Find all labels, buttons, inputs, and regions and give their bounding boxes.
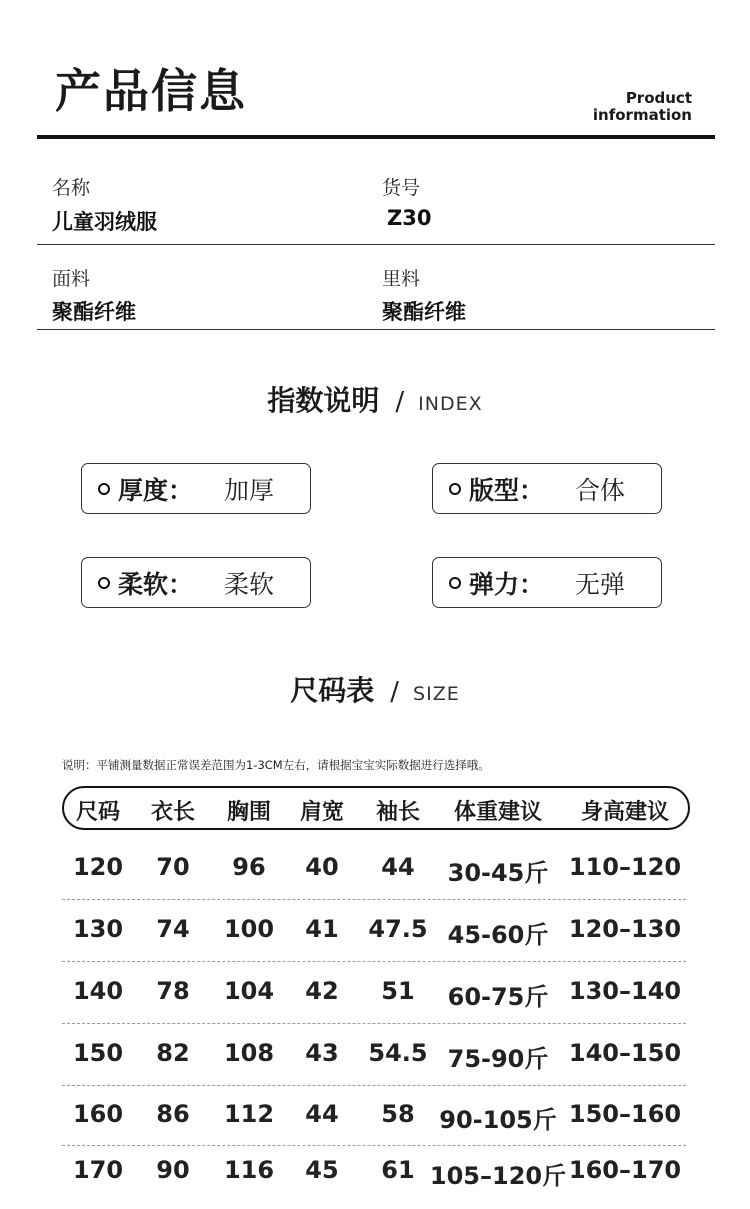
table-cell: 100 xyxy=(223,915,275,943)
table-cell: 108 xyxy=(223,1039,275,1067)
page-title: 产品信息 xyxy=(55,64,247,118)
header-height: 身高建议 xyxy=(580,800,670,825)
sku-value: Z30 xyxy=(387,206,432,230)
sku-label: 货号 xyxy=(382,177,421,199)
table-cell: 70 xyxy=(156,853,190,881)
lining-value: 聚酯纤维 xyxy=(382,300,466,324)
index-key: 厚度： xyxy=(118,475,194,505)
header-chest: 胸围 xyxy=(226,800,272,825)
index-value: 无弹 xyxy=(575,569,626,599)
row-divider xyxy=(62,1085,686,1086)
index-title: 指数说明 xyxy=(267,384,380,417)
table-cell: 104 xyxy=(223,977,275,1005)
info-divider xyxy=(37,244,715,245)
index-elasticity xyxy=(432,557,662,608)
title-en-line2: information xyxy=(592,106,692,124)
table-cell: 74 xyxy=(156,915,190,943)
table-cell: 120–130 xyxy=(568,915,682,943)
table-cell: 60-75斤 xyxy=(447,983,549,1011)
bullet-icon xyxy=(449,577,461,589)
index-key: 柔软： xyxy=(118,569,194,599)
table-cell: 150 xyxy=(72,1039,124,1067)
name-value: 儿童羽绒服 xyxy=(52,210,157,234)
bullet-icon xyxy=(449,483,461,495)
size-title-english: SIZE xyxy=(413,683,460,705)
index-softness xyxy=(81,557,311,608)
table-cell: 75-90斤 xyxy=(447,1045,549,1073)
name-label: 名称 xyxy=(52,177,91,199)
table-cell: 90-105斤 xyxy=(439,1106,557,1134)
table-cell: 47.5 xyxy=(368,915,428,943)
table-cell: 160–170 xyxy=(568,1156,682,1184)
index-title-english: INDEX xyxy=(418,393,483,415)
table-cell: 86 xyxy=(156,1100,190,1128)
table-cell: 96 xyxy=(232,853,266,881)
measurement-note: 说明：平铺测量数据正常误差范围为1-3CM左右，请根据宝宝实际数据进行选择哦。 xyxy=(62,758,490,772)
table-cell: 58 xyxy=(381,1100,415,1128)
table-cell: 44 xyxy=(381,853,415,881)
table-cell: 42 xyxy=(305,977,339,1005)
header-shoulder: 肩宽 xyxy=(299,800,345,825)
header-weight: 体重建议 xyxy=(453,800,543,825)
page-title-english xyxy=(593,90,692,124)
table-cell: 90 xyxy=(156,1156,190,1184)
outer-fabric-value: 聚酯纤维 xyxy=(52,300,136,324)
bullet-icon xyxy=(98,483,110,495)
heading-slash: / xyxy=(395,387,405,417)
row-divider xyxy=(62,1145,686,1146)
index-key: 版型： xyxy=(469,475,545,505)
table-cell: 110–120 xyxy=(568,853,682,881)
lining-label: 里料 xyxy=(382,268,421,290)
table-cell: 51 xyxy=(381,977,415,1005)
table-cell: 82 xyxy=(156,1039,190,1067)
table-cell: 160 xyxy=(72,1100,124,1128)
row-divider xyxy=(62,1023,686,1024)
table-cell: 116 xyxy=(223,1156,275,1184)
index-fit xyxy=(432,463,662,514)
table-cell: 170 xyxy=(72,1156,124,1184)
table-cell: 112 xyxy=(223,1100,275,1128)
heading-slash: / xyxy=(390,677,400,707)
table-cell: 61 xyxy=(381,1156,415,1184)
index-value: 柔软 xyxy=(224,569,275,599)
table-cell: 150–160 xyxy=(568,1100,682,1128)
table-cell: 130 xyxy=(72,915,124,943)
size-title: 尺码表 xyxy=(290,674,375,707)
table-cell: 54.5 xyxy=(368,1039,428,1067)
table-cell: 44 xyxy=(305,1100,339,1128)
header-divider xyxy=(37,135,715,139)
table-cell: 78 xyxy=(156,977,190,1005)
table-cell: 41 xyxy=(305,915,339,943)
row-divider xyxy=(62,961,686,962)
table-cell: 130–140 xyxy=(568,977,682,1005)
table-cell: 30-45斤 xyxy=(447,859,549,887)
index-heading xyxy=(0,379,750,419)
table-cell: 43 xyxy=(305,1039,339,1067)
table-cell: 45 xyxy=(305,1156,339,1184)
index-value: 加厚 xyxy=(224,475,275,505)
table-cell: 140–150 xyxy=(568,1039,682,1067)
row-divider xyxy=(62,899,686,900)
table-cell: 140 xyxy=(72,977,124,1005)
index-key: 弹力： xyxy=(469,569,545,599)
size-heading xyxy=(0,669,750,709)
index-thickness xyxy=(81,463,311,514)
outer-fabric-label: 面料 xyxy=(52,268,91,290)
table-cell: 105–120斤 xyxy=(429,1162,567,1190)
index-value: 合体 xyxy=(575,475,626,505)
header-sleeve: 袖长 xyxy=(375,800,421,825)
title-en-line1: Product xyxy=(625,89,692,107)
header-size: 尺码 xyxy=(75,800,121,825)
header-length: 衣长 xyxy=(150,800,196,825)
table-cell: 45-60斤 xyxy=(447,921,549,949)
table-cell: 120 xyxy=(72,853,124,881)
bullet-icon xyxy=(98,577,110,589)
info-divider xyxy=(37,329,715,330)
table-cell: 40 xyxy=(305,853,339,881)
